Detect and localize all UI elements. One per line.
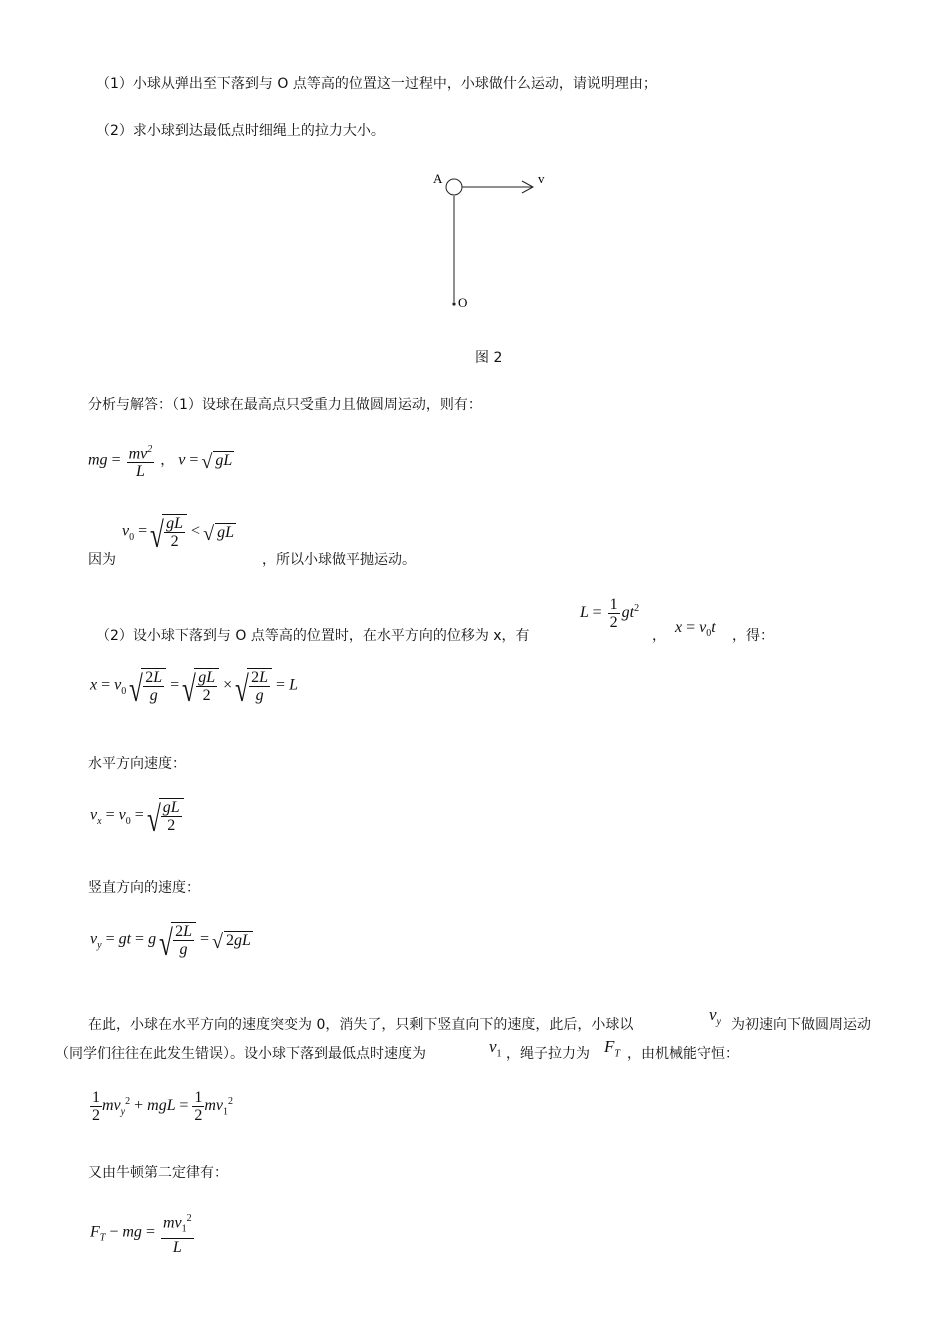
equation-v0-compare: $v_0$ = √ $\frac{gL}{2}$ < √ gL bbox=[122, 514, 236, 550]
symbol-ft: $F_T$ bbox=[604, 1037, 620, 1060]
paragraph-line-2c: ，由机械能守恒： bbox=[627, 1046, 739, 1062]
equation-vx: $v_x = v_0$ = √ $\frac{gL}{2}$ bbox=[90, 798, 184, 834]
label-a: A bbox=[433, 171, 443, 186]
part2-intro: （2）设小球下落到与 O 点等高的位置时，在水平方向的位移为 x，有 bbox=[96, 628, 530, 644]
label-v: v bbox=[538, 171, 545, 186]
question-2: （2）求小球到达最低点时细绳上的拉力大小。 bbox=[96, 123, 385, 139]
part2-get: ，得： bbox=[732, 628, 774, 644]
symbol-v1: $v_1$ bbox=[489, 1037, 502, 1060]
paragraph-line-2a: （同学们往往在此发生错误）。设小球下落到最低点时速度为 bbox=[55, 1046, 426, 1062]
paragraph-line-1a: 在此，小球在水平方向的速度突变为 0，消失了，只剩下竖直向下的速度，此后，小球以 bbox=[88, 1017, 634, 1033]
equation-centripetal: mg = $\frac{mv^2}{L}$ ， v = √ gL bbox=[88, 441, 234, 480]
label-o: O bbox=[458, 295, 468, 310]
horizontal-speed-label: 水平方向速度： bbox=[88, 756, 186, 772]
solution-intro: 分析与解答：（1）设球在最高点只受重力且做圆周运动，则有： bbox=[88, 397, 482, 413]
paragraph-line-2b: ，绳子拉力为 bbox=[506, 1046, 590, 1062]
equation-fall-height: L = $\frac{1}{2}$ $gt^2$ bbox=[580, 596, 640, 631]
question-1: （1）小球从弹出至下落到与 O 点等高的位置这一过程中，小球做什么运动，请说明理由； bbox=[96, 76, 657, 92]
equation-x-v0t: $x = v_0t$ bbox=[675, 619, 716, 640]
paragraph-line-1b: 为初速向下做圆周运动 bbox=[731, 1017, 871, 1033]
equation-x-displacement: $x = v_0$ √ $\frac{2L}{g}$ = √ $\frac{gL}{2}$ × √ $\frac{2L}{g}$ = L bbox=[90, 668, 298, 704]
part2-comma: ， bbox=[652, 628, 666, 644]
part1-conclusion: ，所以小球做平抛运动。 bbox=[262, 552, 416, 568]
equation-vy: $v_y$ = gt = g √ $\frac{2L}{g}$ = √ 2gL bbox=[90, 922, 253, 958]
vertical-speed-label: 竖直方向的速度： bbox=[88, 880, 200, 896]
figure-2-diagram bbox=[425, 168, 560, 316]
because-label: 因为 bbox=[88, 552, 116, 568]
equation-newton: $F_T$ − mg = $\frac{mv_1^2}{L}$ bbox=[90, 1210, 196, 1256]
newton-label: 又由牛顿第二定律有： bbox=[88, 1165, 228, 1181]
figure-caption: 图 2 bbox=[475, 350, 503, 366]
pivot-point bbox=[452, 302, 455, 305]
symbol-vy: $v_y$ bbox=[709, 1005, 721, 1028]
ball bbox=[446, 179, 462, 195]
equation-energy-conservation: $\frac{1}{2}$ $mv_y^2$ + mgL = $\frac{1}{2}$ $mv_1^2$ bbox=[92, 1089, 233, 1124]
